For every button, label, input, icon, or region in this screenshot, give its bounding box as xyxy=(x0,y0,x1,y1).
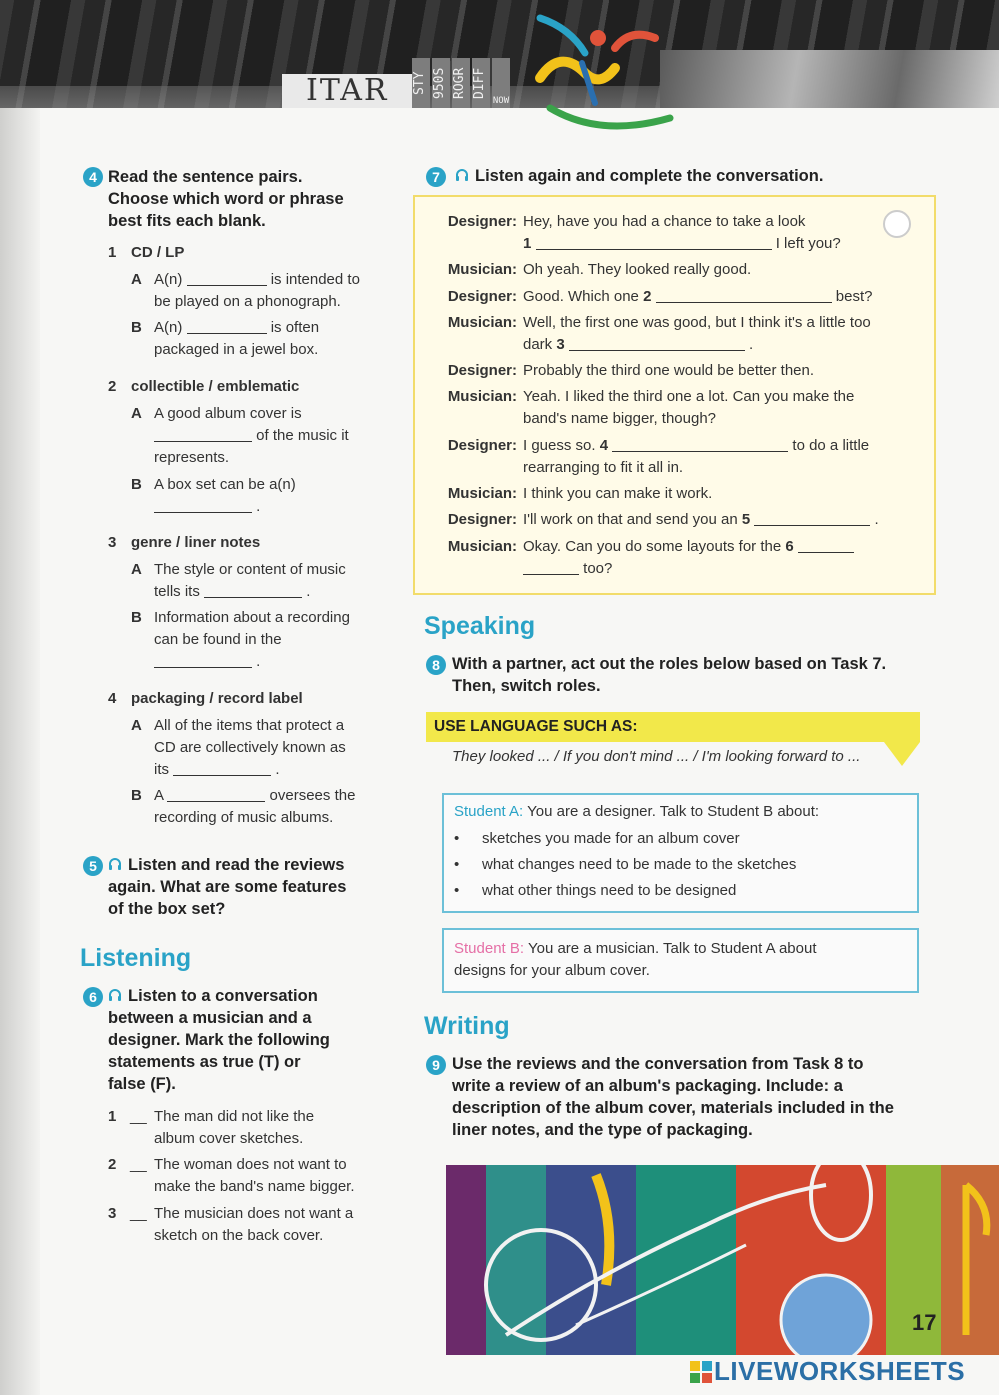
item-letter: B xyxy=(131,476,142,493)
answer-blank[interactable] xyxy=(569,337,745,351)
line: Well, the first one was good, but I think it's a little too xyxy=(523,314,871,331)
sentence-a-cont: be played on a phonograph. xyxy=(154,293,341,310)
bullet-icon: • xyxy=(454,882,460,899)
bullet-text: what other things need to be designed xyxy=(482,882,737,899)
sentence-a-cont xyxy=(154,581,310,603)
watermark-text: LIVEWORKSHEETS xyxy=(714,1356,966,1386)
text: You are a musician. Talk to Student A about xyxy=(527,940,817,957)
sentence-b-cont xyxy=(154,651,260,673)
sentence-a xyxy=(154,269,360,291)
page-curl-decoration xyxy=(883,210,911,238)
text: A(n) xyxy=(154,271,183,288)
task-9-number: 9 xyxy=(426,1055,446,1075)
line: rearranging to fit it all in. xyxy=(523,459,684,476)
sentence-b: Information about a recording xyxy=(154,609,350,626)
text: best? xyxy=(835,288,873,305)
speaker-label: Designer: xyxy=(447,362,517,379)
task-7-heading xyxy=(455,165,935,187)
statement-line: make the band's name bigger. xyxy=(154,1178,355,1195)
heading-line: between a musician and a xyxy=(108,1009,312,1027)
answer-blank[interactable] xyxy=(656,289,832,303)
heading-line: again. What are some features xyxy=(108,878,347,896)
statement-number: 2 xyxy=(108,1156,117,1173)
text: dark xyxy=(523,336,553,353)
speaker-label: Designer: xyxy=(447,511,517,528)
conversation-lines xyxy=(523,211,913,255)
answer-blank[interactable] xyxy=(154,428,252,442)
line: Oh yeah. They looked really good. xyxy=(523,261,752,278)
line: band's name bigger, though? xyxy=(523,410,717,427)
heading-line: of the box set? xyxy=(108,900,226,918)
task-6-heading xyxy=(108,985,398,1095)
item-number: 3 xyxy=(108,534,117,551)
speaker-label: Musician: xyxy=(447,261,517,278)
sentence-b-cont: can be found in the xyxy=(154,631,282,648)
line xyxy=(523,558,913,580)
text: Listen again and complete the conversation. xyxy=(475,167,824,185)
banner-column: STY xyxy=(412,58,430,108)
page-number: 17 xyxy=(912,1310,937,1335)
text: . xyxy=(275,761,280,778)
answer-blank[interactable] xyxy=(154,499,252,513)
headphones-icon xyxy=(108,988,122,1002)
task-5-heading xyxy=(108,854,398,920)
bullet-text: what changes need to be made to the sketches xyxy=(482,856,797,873)
text: A xyxy=(154,787,164,804)
speaker-label: Musician: xyxy=(447,538,517,555)
text: is often xyxy=(270,319,320,336)
gap-number: 3 xyxy=(556,336,565,353)
line: Hey, have you had a chance to take a look xyxy=(523,213,806,230)
item-letter: A xyxy=(131,405,142,422)
heading-line: designer. Mark the following xyxy=(108,1031,330,1049)
bullet-icon: • xyxy=(454,830,460,847)
task-7-number: 7 xyxy=(426,167,446,187)
bullet-icon: • xyxy=(454,856,460,873)
heading-line: Then, switch roles. xyxy=(452,677,601,695)
sentence-b xyxy=(154,785,355,807)
line xyxy=(523,509,913,531)
text: . xyxy=(306,583,311,600)
student-a-label: Student A: xyxy=(454,803,524,820)
answer-blank[interactable] xyxy=(798,539,854,553)
item-title: CD / LP xyxy=(131,244,185,261)
writing-title: Writing xyxy=(424,1012,510,1040)
sentence-a-cont: CD are collectively known as xyxy=(154,739,346,756)
text: is intended to xyxy=(270,271,360,288)
text: oversees the xyxy=(269,787,356,804)
statement-line: The musician does not want a xyxy=(154,1205,354,1222)
heading-line: Read the sentence pairs. xyxy=(108,168,303,186)
item-letter: B xyxy=(131,609,142,626)
line: Yeah. I liked the third one a lot. Can you make the xyxy=(523,388,855,405)
answer-blank[interactable] xyxy=(154,654,252,668)
tf-blank[interactable]: __ xyxy=(130,1156,147,1173)
heading-line: Choose which word or phrase xyxy=(108,190,344,208)
task-8-heading xyxy=(452,653,972,697)
answer-blank[interactable] xyxy=(536,236,772,250)
speaker-label: Designer: xyxy=(447,213,517,230)
text: Listen to a conversation xyxy=(128,987,318,1005)
use-language-banner: USE LANGUAGE SUCH AS: xyxy=(426,712,920,742)
heading-line xyxy=(108,985,398,1007)
item-letter: B xyxy=(131,319,142,336)
student-b-box xyxy=(442,928,919,993)
answer-blank[interactable] xyxy=(204,584,302,598)
conversation-lines xyxy=(523,386,913,430)
text: . xyxy=(749,336,754,353)
heading-line: Use the reviews and the conversation from Task 8 to xyxy=(452,1055,864,1073)
item-number: 2 xyxy=(108,378,117,395)
line xyxy=(523,435,913,457)
banner-column: 950S xyxy=(432,58,450,108)
line xyxy=(523,334,913,356)
answer-blank[interactable] xyxy=(173,762,271,776)
line: I think you can make it work. xyxy=(523,485,713,502)
task-8-number: 8 xyxy=(426,655,446,675)
gap-number: 4 xyxy=(599,437,609,454)
text: Okay. Can you do some layouts for the xyxy=(523,538,782,555)
liveworksheets-watermark xyxy=(690,1356,965,1387)
task-4-number: 4 xyxy=(83,167,103,187)
task-6-number: 6 xyxy=(83,987,103,1007)
statement-number: 3 xyxy=(108,1205,117,1222)
heading-line: liner notes, and the type of packaging. xyxy=(452,1121,753,1139)
text: I guess so. xyxy=(523,437,596,454)
sentence-b: A box set can be a(n) xyxy=(154,476,296,493)
statement-line: sketch on the back cover. xyxy=(154,1227,324,1244)
gap-number: 2 xyxy=(643,288,652,305)
student-a-intro xyxy=(454,801,914,823)
banner-photo xyxy=(660,50,999,108)
conversation-lines xyxy=(523,536,913,580)
item-number: 4 xyxy=(108,690,117,707)
item-title: collectible / emblematic xyxy=(131,378,300,395)
item-title: packaging / record label xyxy=(131,690,303,707)
conversation-lines xyxy=(523,312,913,356)
line xyxy=(523,536,913,558)
answer-blank[interactable] xyxy=(187,320,267,334)
text: of the music it xyxy=(256,427,349,444)
text: I'll work on that and send you an xyxy=(523,511,738,528)
speech-tail-decoration xyxy=(884,742,920,766)
line xyxy=(523,286,913,308)
text: its xyxy=(154,761,169,778)
task-4-heading xyxy=(108,166,398,232)
answer-blank[interactable] xyxy=(612,438,788,452)
text: . xyxy=(256,653,261,670)
headphones-icon xyxy=(455,168,469,182)
sentence-a: A good album cover is xyxy=(154,405,302,422)
text: Good. Which one xyxy=(523,288,639,305)
bullet-text: sketches you made for an album cover xyxy=(482,830,740,847)
text: A(n) xyxy=(154,319,183,336)
task-9-heading xyxy=(452,1053,982,1141)
item-letter: A xyxy=(131,717,142,734)
student-b-line xyxy=(454,938,914,960)
answer-blank[interactable] xyxy=(167,788,265,802)
heading-line: write a review of an album's packaging. Include: a xyxy=(452,1077,843,1095)
text: I left you? xyxy=(775,235,841,252)
text: tells its xyxy=(154,583,200,600)
banner-column: ROGR xyxy=(452,58,470,108)
item-number: 1 xyxy=(108,244,117,261)
conversation-lines xyxy=(523,435,913,479)
statement-line: The man did not like the xyxy=(154,1108,315,1125)
sentence-a-cont xyxy=(154,759,280,781)
item-letter: A xyxy=(131,561,142,578)
sentence-b-cont: packaged in a jewel box. xyxy=(154,341,319,358)
header-banner xyxy=(0,0,999,108)
page-gutter-shadow xyxy=(0,108,40,1395)
sentence-b-cont xyxy=(154,496,260,518)
item-letter: A xyxy=(131,271,142,288)
tf-blank[interactable]: __ xyxy=(130,1108,147,1125)
line xyxy=(523,233,913,255)
sentence-b xyxy=(154,317,319,339)
text: . xyxy=(874,511,879,528)
heading-line: With a partner, act out the roles below based on Task 7. xyxy=(452,655,887,673)
speaker-label: Designer: xyxy=(447,437,517,454)
text: You are a designer. Talk to Student B about: xyxy=(527,803,820,820)
answer-blank[interactable] xyxy=(187,272,267,286)
banner-itar-text: ITAR xyxy=(282,74,412,108)
statement-line: The woman does not want to xyxy=(154,1156,347,1173)
sentence-a: All of the items that protect a xyxy=(154,717,345,734)
sentence-b-cont: recording of music albums. xyxy=(154,809,334,826)
heading-line: false (F). xyxy=(108,1075,176,1093)
answer-blank[interactable] xyxy=(523,561,579,575)
sentence-a-cont xyxy=(154,425,349,447)
speaker-label: Musician: xyxy=(447,485,517,502)
speaking-title: Speaking xyxy=(424,612,536,640)
text: to do a little xyxy=(792,437,870,454)
statement-line: album cover sketches. xyxy=(154,1130,304,1147)
headphones-icon xyxy=(108,857,122,871)
gap-number: 1 xyxy=(523,235,532,252)
student-a-box xyxy=(442,793,919,913)
listening-title: Listening xyxy=(80,944,192,972)
text: . xyxy=(256,498,261,515)
gap-number: 5 xyxy=(741,511,751,528)
dancer-logo-icon xyxy=(520,8,700,143)
heading-line xyxy=(108,854,398,876)
sentence-a: The style or content of music xyxy=(154,561,346,578)
student-b-label: Student B: xyxy=(454,940,525,957)
sentence-a-cont: represents. xyxy=(154,449,230,466)
task-5-number: 5 xyxy=(83,856,103,876)
speaker-label: Musician: xyxy=(447,314,517,331)
language-phrases: They looked ... / If you don't mind ... / I'm looking forward to ... xyxy=(452,748,861,765)
student-b-line: designs for your album cover. xyxy=(454,962,650,979)
heading-line: description of the album cover, materials included in the xyxy=(452,1099,894,1117)
banner-column: NOW xyxy=(492,58,510,108)
text: too? xyxy=(583,560,613,577)
speaker-label: Designer: xyxy=(447,288,517,305)
liveworksheets-logo-icon xyxy=(690,1361,712,1383)
item-title: genre / liner notes xyxy=(131,534,261,551)
item-letter: B xyxy=(131,787,142,804)
banner-columns xyxy=(412,58,510,108)
heading-line: statements as true (T) or xyxy=(108,1053,301,1071)
tf-blank[interactable]: __ xyxy=(130,1205,147,1222)
conversation-box xyxy=(413,195,936,595)
banner-column: DIFF xyxy=(472,58,490,108)
gap-number: 6 xyxy=(785,538,794,555)
line: Probably the third one would be better then. xyxy=(523,362,815,379)
heading-line: best fits each blank. xyxy=(108,212,266,230)
speaker-label: Musician: xyxy=(447,388,517,405)
statement-number: 1 xyxy=(108,1108,117,1125)
answer-blank[interactable] xyxy=(754,512,870,526)
text: Listen and read the reviews xyxy=(128,856,345,874)
